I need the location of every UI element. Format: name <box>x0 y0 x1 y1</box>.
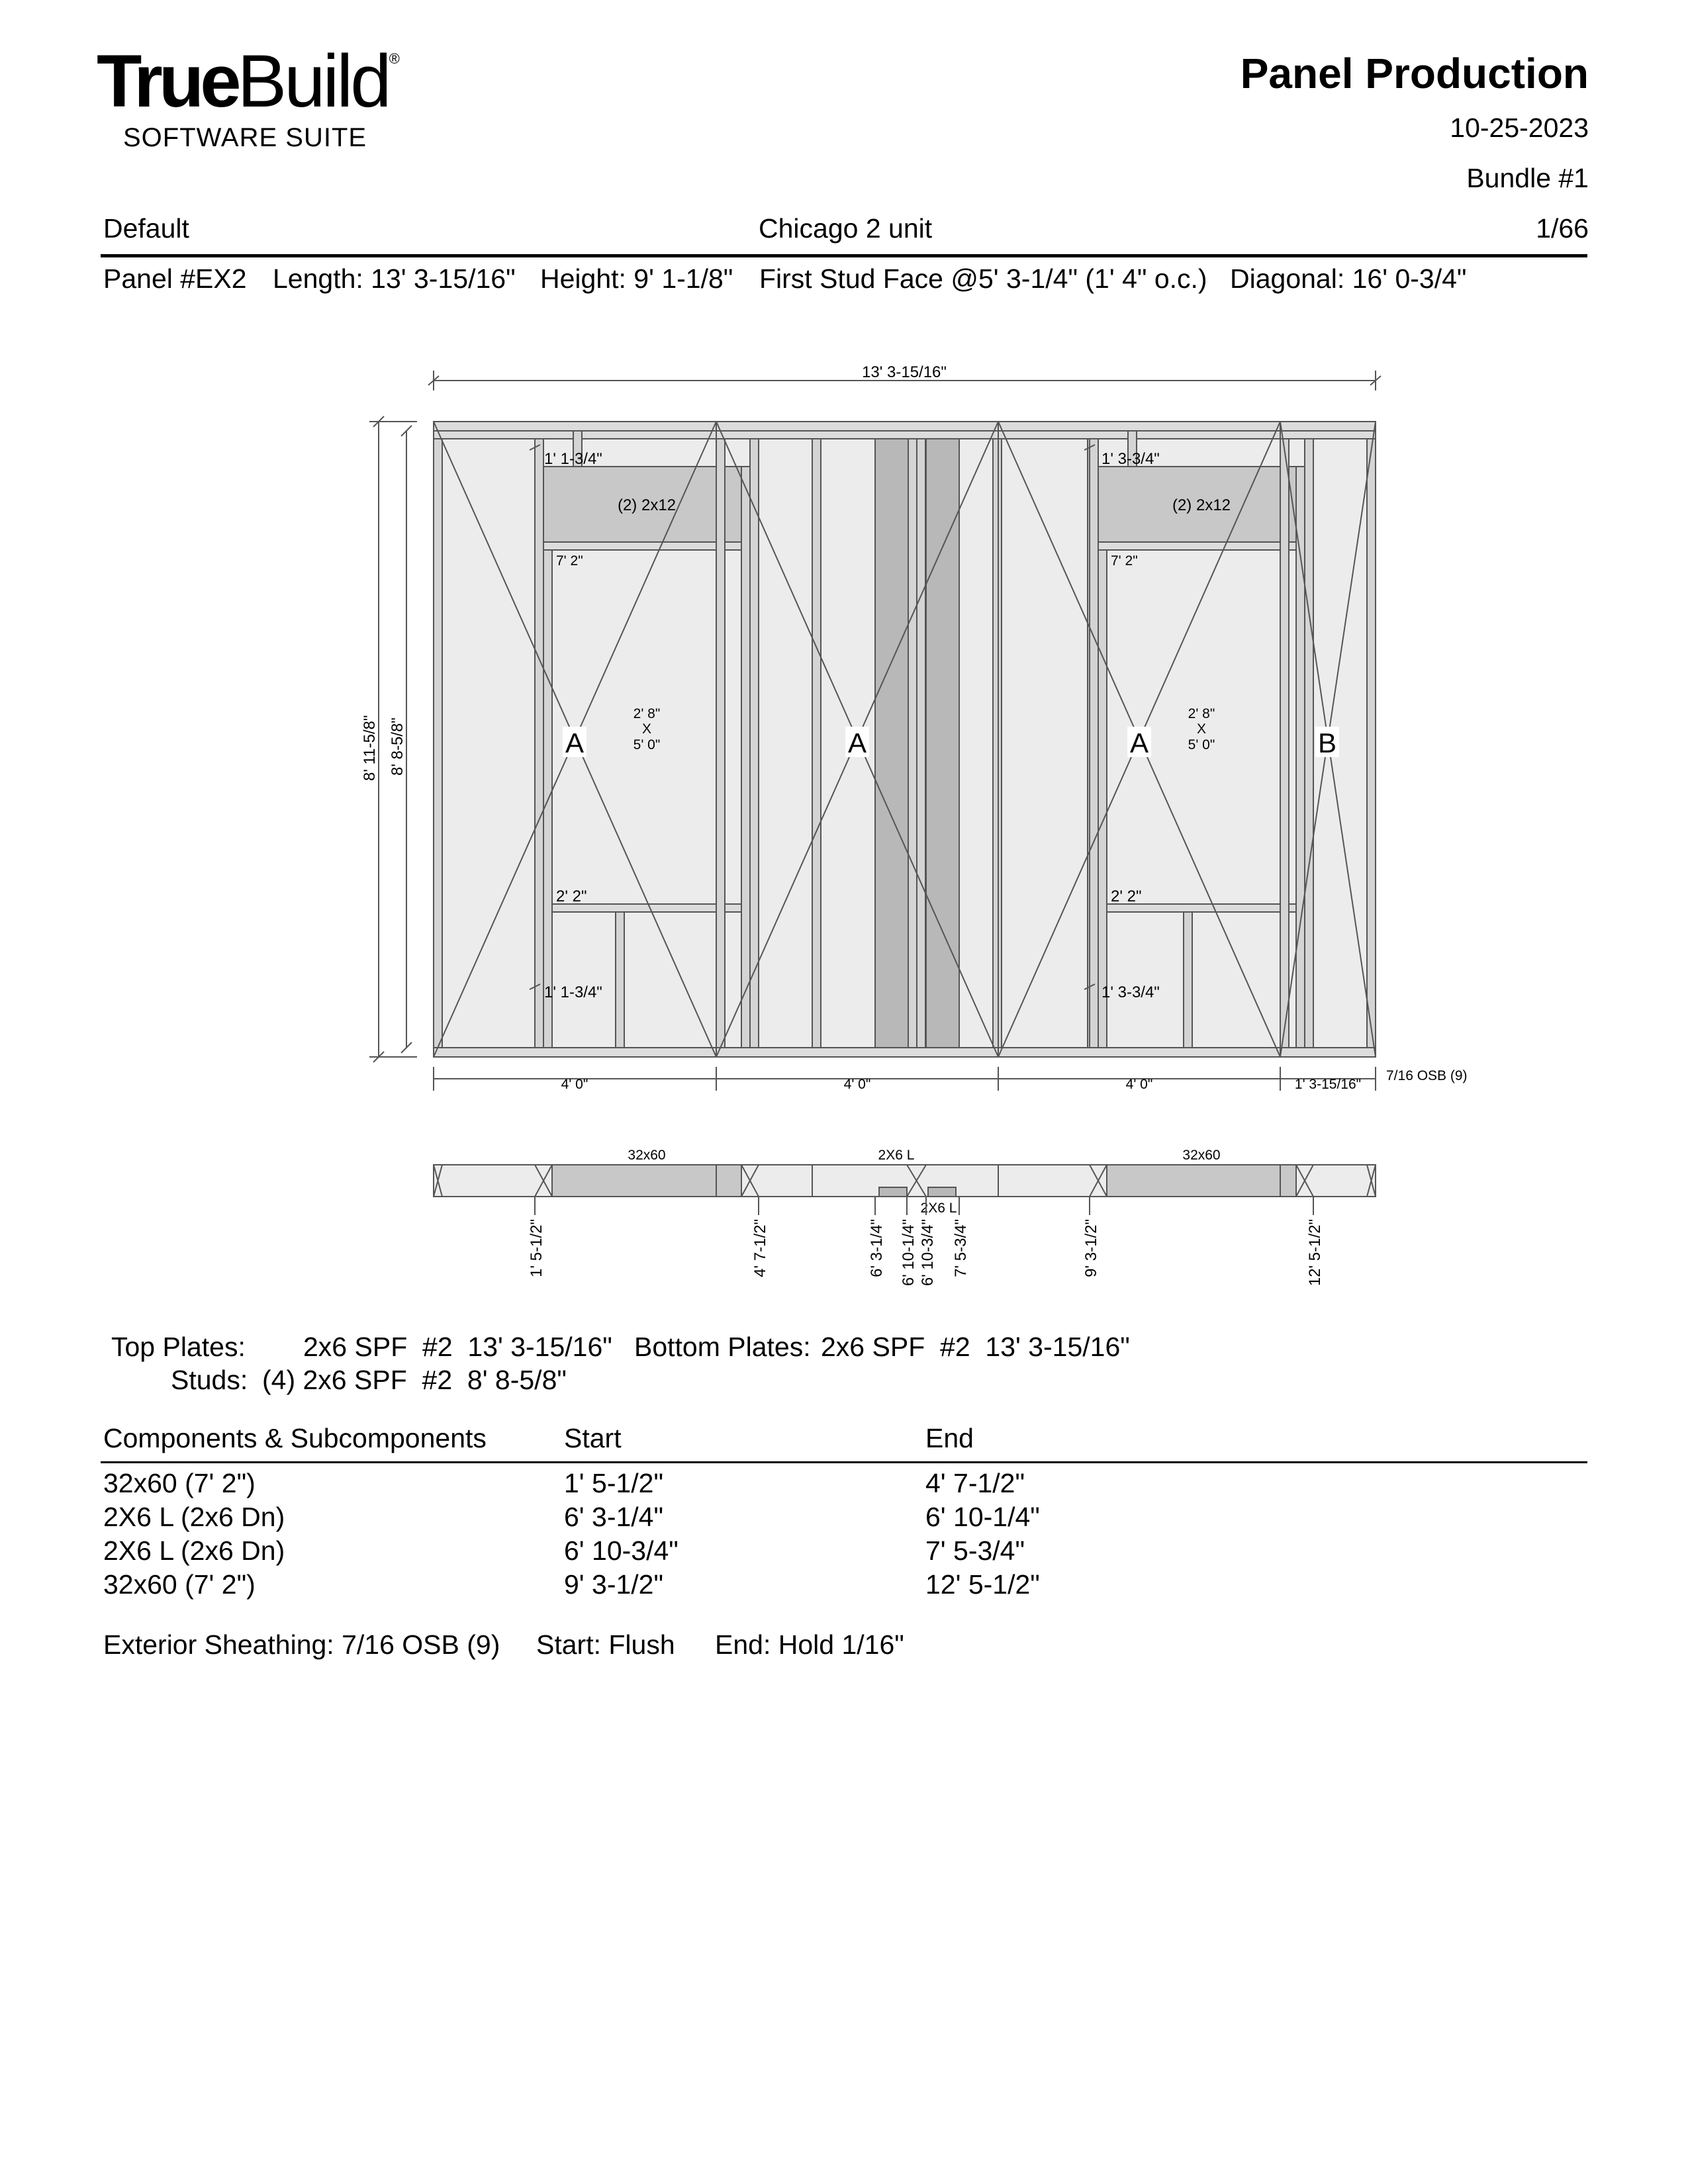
opening-bottom-offset: 1' 1-3/4" <box>544 983 602 1001</box>
stud <box>1280 439 1289 1048</box>
station-label: 9' 3-1/2" <box>1082 1219 1100 1277</box>
stud <box>1367 439 1376 1048</box>
jack-stud <box>741 467 750 1048</box>
opening-header-label: (2) 2x12 <box>617 496 677 514</box>
sheet-width-label: 1' 3-15/16" <box>1294 1077 1362 1092</box>
plan-ladder <box>879 1187 907 1197</box>
plan-opening-label: 32x60 <box>628 1148 666 1163</box>
station-label: 7' 5-3/4" <box>952 1219 970 1277</box>
opening-x: X <box>641 721 652 737</box>
header-plate <box>1098 542 1305 550</box>
opening-height: 5' 0" <box>633 737 661 752</box>
sheet-width-label: 4' 0" <box>843 1077 871 1092</box>
king-stud <box>750 439 759 1048</box>
overall-width-label: 13' 3-15/16" <box>862 363 947 381</box>
col-header-end: End <box>925 1423 974 1453</box>
sheathing-label: 7/16 OSB (9) <box>1386 1068 1468 1083</box>
col-header-start: Start <box>564 1423 622 1453</box>
logo-trademark: ® <box>389 50 400 67</box>
opening-head-height: 7' 2" <box>1111 553 1138 569</box>
logo-subtitle: SOFTWARE SUITE <box>123 123 367 152</box>
cell-component: 32x60 (7' 2") <box>103 1569 256 1600</box>
station-label: 1' 5-1/2" <box>528 1219 545 1277</box>
sheet-label: A <box>1129 727 1149 758</box>
stud <box>812 439 821 1048</box>
info-project: Chicago 2 unit <box>759 213 933 244</box>
panel-id: Panel #EX2 <box>103 263 247 294</box>
logo-brand-bold: True <box>97 40 238 122</box>
panel-first-stud: First Stud Face @5' 3-1/4" (1' 4" o.c.) <box>759 263 1207 294</box>
station-label: 4' 7-1/2" <box>751 1219 769 1277</box>
table-row <box>0 1468 1688 1501</box>
table-row <box>0 1535 1688 1569</box>
station-label: 6' 3-1/4" <box>868 1219 886 1277</box>
col-header-component: Components & Subcomponents <box>103 1423 487 1453</box>
cell-end: 4' 7-1/2" <box>925 1468 1025 1498</box>
plan-opening <box>1107 1165 1296 1197</box>
info-default: Default <box>103 213 189 244</box>
plan-ladder-label: 2X6 L <box>878 1148 915 1163</box>
jack-stud <box>535 439 543 1048</box>
table-row <box>0 1502 1688 1535</box>
jack-stud <box>1090 439 1098 1048</box>
sheet-label: A <box>847 727 867 758</box>
jack-stud <box>543 467 552 1048</box>
top-plate <box>434 422 1376 431</box>
cell-component: 32x60 (7' 2") <box>103 1468 256 1498</box>
table-row <box>0 1569 1688 1602</box>
page-number: 1/66 <box>1536 213 1589 244</box>
cripple-stud <box>616 912 624 1048</box>
opening-sill-height: 2' 2" <box>1111 887 1142 905</box>
table-header-divider <box>101 1461 1587 1463</box>
cell-end: 7' 5-3/4" <box>925 1535 1025 1566</box>
logo-brand-light: Build <box>237 40 389 122</box>
stud <box>993 439 1002 1048</box>
page-title: Panel Production <box>1240 50 1589 97</box>
sheathing-end: End: Hold 1/16" <box>715 1629 904 1660</box>
panel-length: Length: 13' 3-15/16" <box>273 263 516 294</box>
studs-value: (4) 2x6 SPF #2 8' 8-5/8" <box>262 1365 567 1395</box>
opening-head-height: 7' 2" <box>556 553 583 569</box>
stud-height-label: 8' 8-5/8" <box>389 717 406 776</box>
stud <box>434 439 442 1048</box>
exterior-sheathing: Exterior Sheathing: 7/16 OSB (9) <box>103 1629 500 1660</box>
stud <box>716 439 725 1048</box>
cell-end: 6' 10-1/4" <box>925 1502 1040 1532</box>
sheet-width-label: 4' 0" <box>561 1077 588 1092</box>
opening-width: 2' 8" <box>633 706 661 721</box>
panel-height: Height: 9' 1-1/8" <box>540 263 733 294</box>
sheathing-start: Start: Flush <box>536 1629 675 1660</box>
station-label: 12' 5-1/2" <box>1306 1219 1324 1287</box>
plan-ladder-label-lower: 2X6 L <box>920 1201 957 1216</box>
cell-component: 2X6 L (2x6 Dn) <box>103 1502 285 1532</box>
opening-top-offset: 1' 1-3/4" <box>544 450 602 468</box>
king-stud <box>1305 439 1313 1048</box>
bundle-number: Bundle #1 <box>1466 163 1589 193</box>
bottom-plate <box>434 1048 1376 1057</box>
cell-component: 2X6 L (2x6 Dn) <box>103 1535 285 1566</box>
overall-height-label: 8' 11-5/8" <box>361 715 379 781</box>
sheet-label: A <box>565 727 585 758</box>
jack-stud <box>1098 467 1107 1048</box>
top-plates-value: 2x6 SPF #2 13' 3-15/16" <box>303 1332 612 1362</box>
opening-header-label: (2) 2x12 <box>1172 496 1231 514</box>
studs-label: Studs: <box>171 1365 248 1395</box>
stud <box>917 439 925 1048</box>
station-label: 6' 10-1/4" <box>900 1219 917 1287</box>
top-plates-label: Top Plates: <box>111 1332 246 1362</box>
cripple-stud <box>1184 912 1192 1048</box>
sheet-label: B <box>1317 727 1337 758</box>
opening-sill-height: 2' 2" <box>556 887 587 905</box>
plan-ladder <box>928 1187 956 1197</box>
opening-x: X <box>1196 721 1207 737</box>
panel-diagonal: Diagonal: 16' 0-3/4" <box>1230 263 1467 294</box>
opening-top-offset: 1' 3-3/4" <box>1102 450 1160 468</box>
opening-height: 5' 0" <box>1188 737 1215 752</box>
ladder-block <box>875 439 908 1048</box>
sheet-width-label: 4' 0" <box>1125 1077 1153 1092</box>
bottom-plates-label: Bottom Plates: <box>634 1332 811 1362</box>
plan-opening-label: 32x60 <box>1182 1148 1221 1163</box>
station-label: 6' 10-3/4" <box>919 1219 937 1287</box>
cell-start: 1' 5-1/2" <box>564 1468 664 1498</box>
plan-opening <box>552 1165 741 1197</box>
cell-end: 12' 5-1/2" <box>925 1569 1040 1600</box>
cell-start: 6' 10-3/4" <box>564 1535 679 1566</box>
cell-start: 9' 3-1/2" <box>564 1569 664 1600</box>
stud <box>908 439 917 1048</box>
report-date: 10-25-2023 <box>1450 113 1589 143</box>
opening-width: 2' 8" <box>1188 706 1215 721</box>
cell-start: 6' 3-1/4" <box>564 1502 664 1532</box>
opening-bottom-offset: 1' 3-3/4" <box>1102 983 1160 1001</box>
bottom-plates-value: 2x6 SPF #2 13' 3-15/16" <box>821 1332 1130 1362</box>
